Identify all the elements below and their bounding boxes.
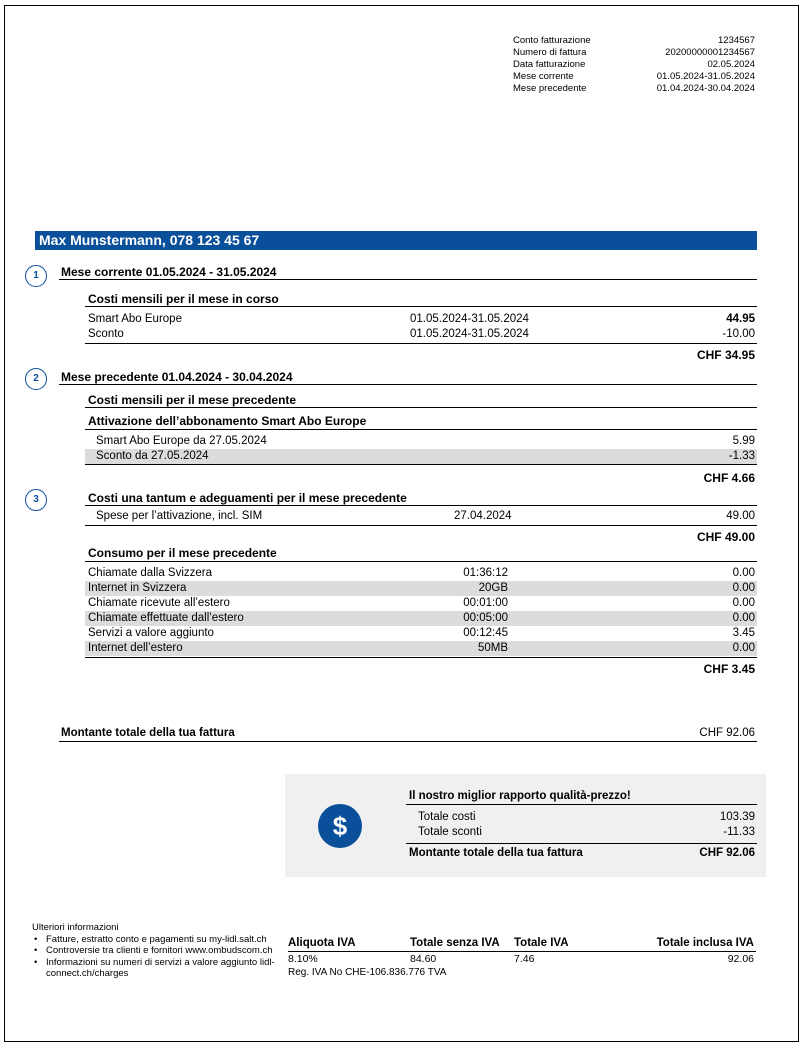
divider [59, 279, 757, 280]
divider [85, 561, 757, 562]
total-costs-value: 103.39 [719, 811, 755, 823]
vat-registration: Reg. IVA No CHE-106.836.776 TVA [288, 967, 447, 978]
section-total: CHF 3.45 [703, 662, 755, 676]
subsection-title: Costi mensili per il mese precedente [88, 393, 297, 407]
item-amount: 44.95 [726, 313, 755, 325]
section-title: Costi una tantum e adeguamenti per il mese precedente [88, 491, 407, 505]
usage-row [85, 581, 757, 596]
meta-label: Mese precedente [513, 83, 587, 94]
vat-value: 8.10% [288, 953, 318, 965]
divider [85, 657, 757, 658]
subsection-title: Costi mensili per il mese in corso [88, 292, 279, 306]
meta-value: 1234567 [718, 35, 755, 46]
vat-header: Totale senza IVA [410, 937, 500, 949]
usage-label: Chiamate dalla Svizzera [88, 567, 213, 579]
summary-total-value: CHF 92.06 [699, 847, 755, 859]
section-title: Mese precedente 01.04.2024 - 30.04.2024 [61, 370, 293, 384]
usage-qty: 00:12:45 [463, 627, 508, 639]
meta-label: Numero di fattura [513, 47, 587, 58]
item-period: 01.05.2024-31.05.2024 [410, 313, 529, 325]
item-label: Spese per l’attivazione, incl. SIM [96, 510, 263, 522]
usage-row [85, 626, 755, 641]
customer-banner: Max Munstermann, 078 123 45 67 [35, 231, 757, 250]
meta-value: 01.04.2024-30.04.2024 [656, 83, 755, 94]
usage-amount: 0.00 [732, 612, 755, 624]
line-item [85, 434, 755, 449]
footer-item: • Controversie tra clienti e fornitori www.ombudscom.ch [32, 945, 277, 957]
divider [406, 843, 757, 844]
grand-total-label: Montante totale della tua fattura [61, 727, 235, 739]
meta-label: Data fatturazione [513, 59, 586, 70]
divider [85, 464, 757, 465]
activation-title: Attivazione dell’abbonamento Smart Abo Europe [88, 414, 367, 428]
usage-row [85, 611, 757, 626]
meta-label: Mese corrente [513, 71, 574, 82]
section-number-badge: 2 [25, 368, 47, 390]
meta-value: 01.05.2024-31.05.2024 [656, 71, 755, 82]
section-title: Mese corrente 01.05.2024 - 31.05.2024 [61, 265, 277, 279]
footer-item: • Informazioni su numeri di servizi a valore aggiunto lidl-connect.ch/charges [32, 957, 277, 980]
usage-label: Chiamate effettuate dall’estero [88, 612, 244, 624]
item-amount: 5.99 [732, 435, 755, 447]
section-number-badge: 3 [25, 489, 47, 511]
vat-value: 92.06 [727, 953, 754, 965]
usage-label: Internet dell’estero [88, 642, 183, 654]
summary-title: Il nostro miglior rapporto qualità-prezzo! [409, 790, 631, 802]
usage-label: Internet in Svizzera [88, 582, 187, 594]
total-discounts-value: -11.33 [723, 826, 755, 838]
vat-header: Totale IVA [514, 937, 569, 949]
usage-amount: 0.00 [732, 642, 755, 654]
section-total: CHF 4.66 [703, 471, 755, 485]
usage-label: Chiamate ricevute all’estero [88, 597, 230, 609]
line-item [85, 509, 755, 524]
vat-table [288, 937, 756, 978]
summary-total-label: Montante totale della tua fattura [409, 847, 583, 859]
usage-amount: 0.00 [732, 582, 755, 594]
grand-total-value: CHF 92.06 [699, 727, 755, 739]
section-number-badge: 1 [25, 265, 47, 287]
line-item [85, 327, 755, 342]
invoice-meta [513, 35, 755, 95]
vat-value: 84.60 [410, 953, 437, 965]
divider [85, 525, 757, 526]
vat-header: Totale inclusa IVA [656, 937, 754, 949]
total-discounts-label: Totale sconti [418, 826, 482, 838]
usage-amount: 0.00 [732, 597, 755, 609]
usage-amount: 0.00 [732, 567, 755, 579]
divider [59, 384, 757, 385]
item-period: 01.05.2024-31.05.2024 [410, 328, 529, 340]
divider [59, 741, 757, 742]
divider [85, 429, 757, 430]
usage-amount: 3.45 [732, 627, 755, 639]
item-label: Smart Abo Europe da 27.05.2024 [96, 435, 267, 447]
item-label: Sconto [88, 328, 124, 340]
section-total: CHF 49.00 [696, 530, 755, 544]
line-item [85, 449, 757, 464]
usage-row [85, 596, 755, 611]
usage-qty: 00:05:00 [463, 612, 508, 624]
usage-row [85, 566, 755, 581]
footer-title: Ulteriori informazioni [32, 922, 119, 933]
item-date: 27.04.2024 [454, 510, 512, 522]
divider [85, 505, 757, 506]
item-amount: -10.00 [722, 328, 755, 340]
vat-header: Aliquota IVA [288, 937, 356, 949]
divider [406, 804, 757, 805]
item-amount: -1.33 [728, 450, 755, 462]
meta-value: 20200000001234567 [665, 47, 755, 58]
dollar-icon: $ [318, 804, 362, 848]
line-item [85, 312, 755, 327]
item-label: Sconto da 27.05.2024 [96, 450, 209, 462]
divider [85, 407, 757, 408]
usage-title: Consumo per il mese precedente [88, 546, 277, 560]
divider [85, 343, 757, 344]
total-costs-label: Totale costi [418, 811, 476, 823]
item-amount: 49.00 [726, 510, 755, 522]
section-total: CHF 34.95 [696, 348, 755, 362]
divider [85, 306, 757, 307]
footer-info [32, 922, 277, 980]
footer-item: • Fatture, estratto conto e pagamenti su my-lidl.salt.ch [32, 934, 277, 946]
meta-value: 02.05.2024 [707, 59, 755, 70]
usage-row [85, 641, 757, 656]
usage-qty: 50MB [477, 642, 508, 654]
meta-label: Conto fatturazione [513, 35, 591, 46]
usage-qty: 20GB [478, 582, 508, 594]
usage-label: Servizi a valore aggiunto [88, 627, 214, 639]
vat-value: 7.46 [514, 953, 535, 965]
usage-qty: 00:01:00 [463, 597, 508, 609]
item-label: Smart Abo Europe [88, 313, 182, 325]
usage-qty: 01:36:12 [463, 567, 508, 579]
